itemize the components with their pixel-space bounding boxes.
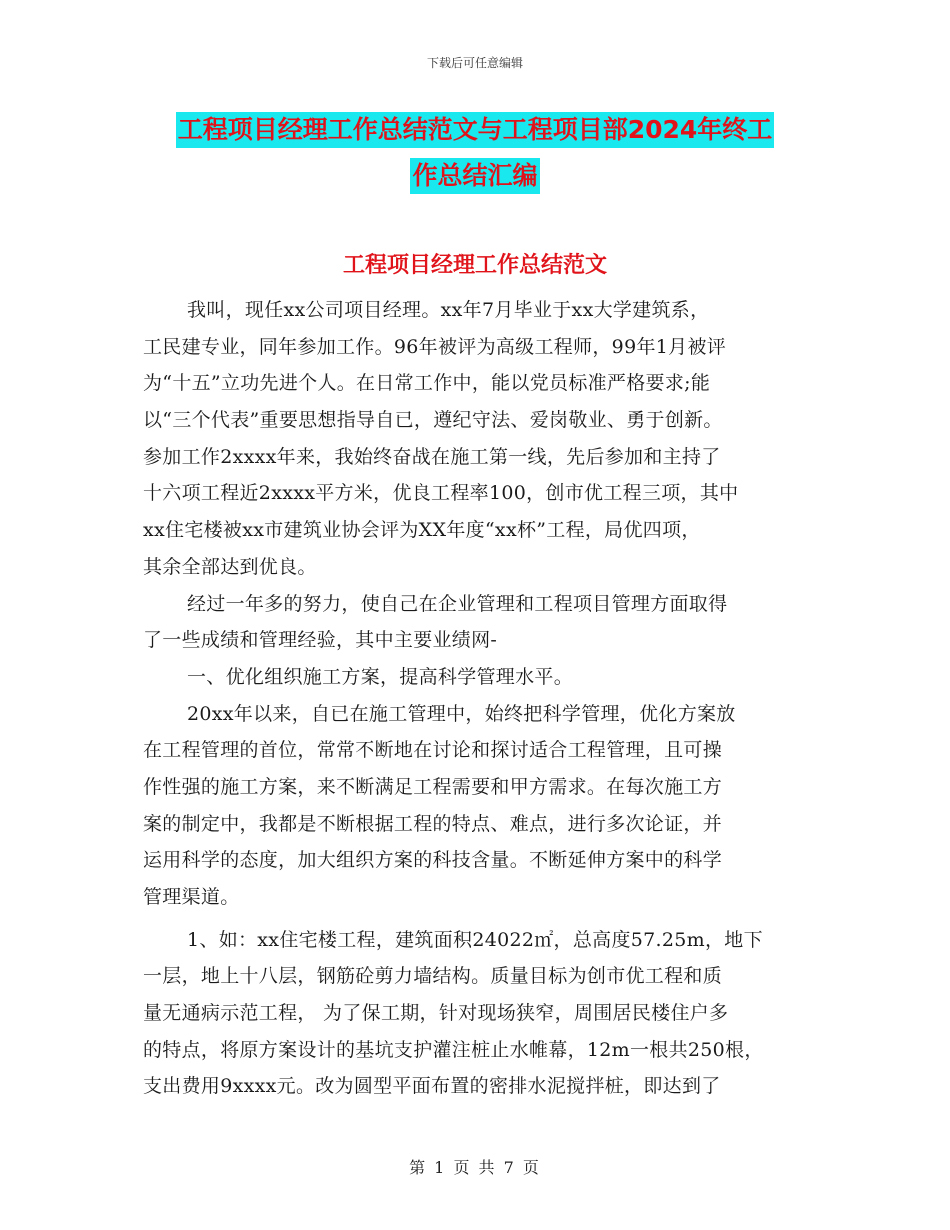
text-line: xx住宅楼被xx市建筑业协会评为XX年度“xx杯”工程，局优四项， bbox=[143, 519, 701, 542]
title-line-2: 作总结汇编 bbox=[410, 158, 539, 194]
text-line: 为“十五”立功先进个人。在日常工作中，能以党员标准严格要求;能 bbox=[143, 372, 711, 395]
body-text bbox=[143, 292, 815, 1105]
text-line: 管理渠道。 bbox=[143, 886, 240, 908]
text-line: 运用科学的态度，加大组织方案的科技含量。不断延伸方案中的科学 bbox=[143, 849, 723, 872]
text-line: 其余全部达到优良。 bbox=[143, 555, 317, 578]
text-line: 的特点，将原方案设计的基坑支护灌注桩止水帷幕，12m一根共250根， bbox=[143, 1038, 764, 1061]
text-line: 以“三个代表”重要思想指导自已，遵纪守法、爱岗敬业、勇于创新。 bbox=[143, 409, 723, 432]
text-line: 支出费用9xxxx元。改为圆型平面布置的密排水泥搅拌桩，即达到了 bbox=[143, 1075, 721, 1098]
text-line: 在工程管理的首位，常常不断地在讨论和探讨适合工程管理，且可操 bbox=[143, 739, 723, 762]
text-line: 案的制定中，我都是不断根据工程的特点、难点，进行多次论证，并 bbox=[143, 812, 723, 835]
section-heading: 一、优化组织施工方案，提高科学管理水平。 bbox=[187, 665, 574, 688]
text-line: 经过一年多的努力，使自己在企业管理和工程项目管理方面取得 bbox=[187, 592, 728, 615]
text-line: 作性强的施工方案，来不断满足工程需要和甲方需求。在每次施工方 bbox=[143, 775, 723, 798]
text-line: 了一些成绩和管理经验，其中主要业绩网- bbox=[143, 629, 498, 652]
text-line: 我叫，现任xx公司项目经理。xx年7月毕业于xx大学建筑系， bbox=[187, 299, 710, 321]
text-line: 1、如：xx住宅楼工程，建筑面积24022㎡，总高度57.25m，地下 bbox=[187, 928, 763, 951]
text-line: 量无通病示范工程， 为了保工期，针对现场狭窄，周围居民楼住户多 bbox=[143, 1002, 729, 1025]
page-footer: 第 1 页 共 7 页 bbox=[409, 1158, 541, 1177]
text-line: 20xx年以来，自已在施工管理中，始终把科学管理，优化方案放 bbox=[187, 702, 736, 725]
title-line-1: 工程项目经理工作总结范文与工程项目部2024年终工 bbox=[176, 112, 775, 148]
text-line: 十六项工程近2xxxx平方米，优良工程率100，创市优工程三项，其中 bbox=[143, 482, 739, 505]
text-line: 工民建专业，同年参加工作。96年被评为高级工程师，99年1月被评 bbox=[143, 335, 727, 358]
section-subtitle: 工程项目经理工作总结范文 bbox=[342, 253, 607, 278]
header-note: 下载后可任意编辑 bbox=[426, 56, 523, 70]
text-line: 一层，地上十八层，钢筋砼剪力墙结构。质量目标为创市优工程和质 bbox=[143, 965, 723, 988]
document-title bbox=[0, 112, 950, 204]
text-line: 参加工作2xxxx年来，我始终奋战在施工第一线，先后参加和主持了 bbox=[143, 445, 721, 468]
